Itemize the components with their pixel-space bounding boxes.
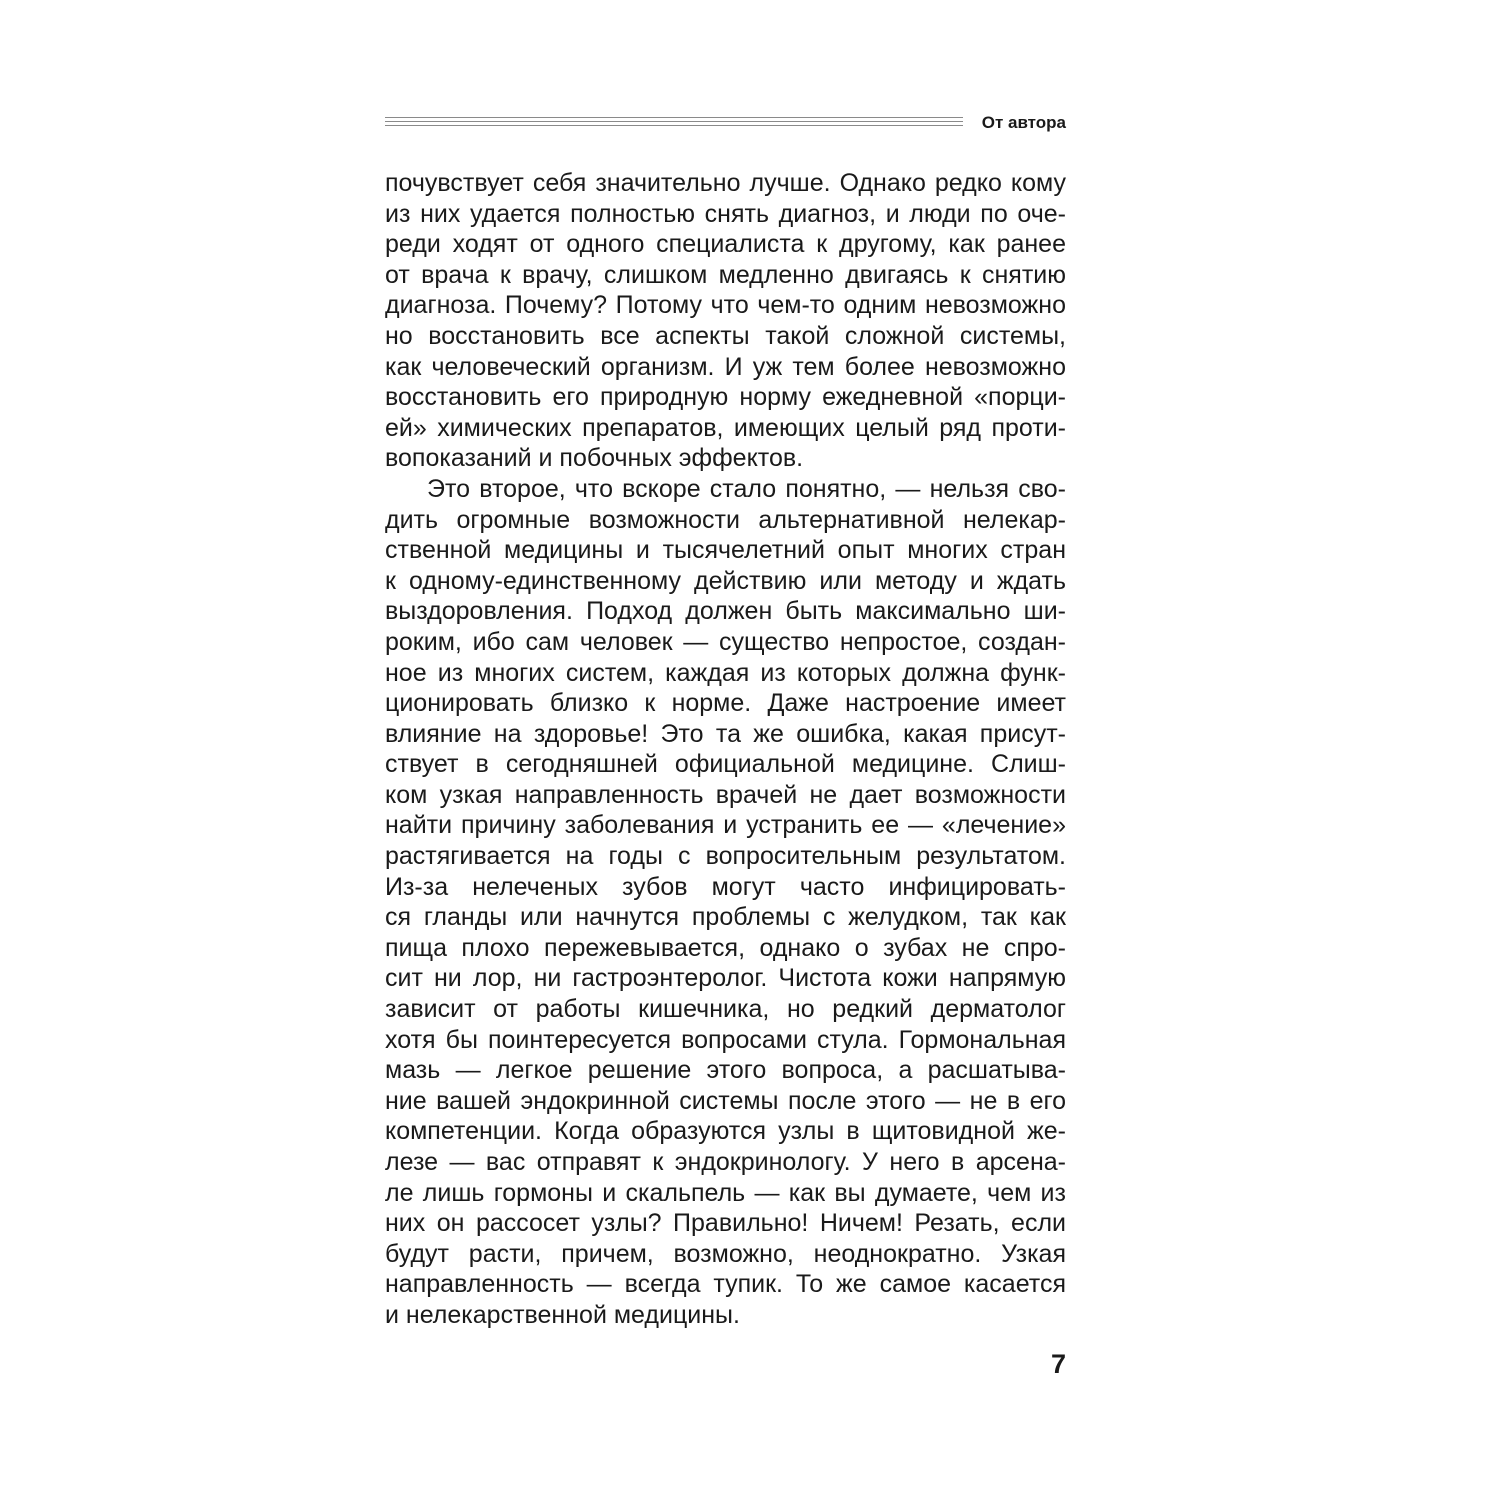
- text-line: дить огромные возможности альтернативной нелекар-: [385, 505, 1066, 534]
- text-line: них он рассосет узлы? Правильно! Ничем! Резать, если: [385, 1209, 1066, 1238]
- paragraph-2: [385, 474, 1066, 1331]
- text-line: ственной медицины и тысячелетний опыт многих стран: [385, 536, 1066, 565]
- text-line: от врача к врачу, слишком медленно двигаясь к снятию: [385, 260, 1066, 289]
- text-line: Это второе, что вскоре стало понятно, — нельзя сво-: [427, 474, 1066, 503]
- text-line: к одному-единственному действию или методу и ждать: [385, 566, 1066, 595]
- text-line: роким, ибо сам человек — существо непростое, создан-: [385, 627, 1066, 656]
- text-line: пища плохо пережевывается, однако о зубах не спро-: [385, 933, 1066, 962]
- body-text: [385, 168, 1066, 1331]
- text-line: будут расти, причем, возможно, неоднократно. Узкая: [385, 1239, 1066, 1268]
- text-line: хотя бы поинтересуется вопросами стула. Гормональная: [385, 1025, 1066, 1054]
- text-line: но восстановить все аспекты такой сложной системы,: [385, 321, 1066, 350]
- text-line: ствует в сегодняшней официальной медицине. Слиш-: [385, 750, 1066, 779]
- page-number: 7: [1050, 1349, 1066, 1379]
- text-line: растягивается на годы с вопросительным результатом.: [385, 842, 1066, 871]
- text-line: из них удается полностью снять диагноз, и люди по оче-: [385, 199, 1066, 228]
- text-line: и нелекарственной медицины.: [385, 1300, 740, 1329]
- header-rule-lines: [385, 117, 963, 129]
- text-line: как человеческий организм. И уж тем более невозможно: [385, 352, 1066, 381]
- text-line: ционировать близко к норме. Даже настроение имеет: [385, 689, 1066, 718]
- running-head: [385, 112, 1066, 140]
- text-line: ние вашей эндокринной системы после этого — не в его: [385, 1086, 1066, 1115]
- text-line: лезе — вас отправят к эндокринологу. У него в арсена-: [385, 1148, 1066, 1176]
- text-line: направленность — всегда тупик. То же самое касается: [385, 1270, 1066, 1299]
- text-line: выздоровления. Подход должен быть максимально ши-: [385, 597, 1066, 626]
- text-line: ком узкая направленность врачей не дает возможности: [385, 780, 1066, 809]
- text-line: диагноза. Почему? Потому что чем-то одним невозможно: [385, 291, 1066, 320]
- text-line: реди ходят от одного специалиста к другому, как ранее: [385, 230, 1066, 259]
- text-line: компетенции. Когда образуются узлы в щитовидной же-: [385, 1117, 1066, 1146]
- text-line: мазь — легкое решение этого вопроса, а расшатыва-: [385, 1056, 1066, 1085]
- text-line: найти причину заболевания и устранить ее — «лечение»: [385, 811, 1066, 840]
- text-line: сит ни лор, ни гастроэнтеролог. Чистота кожи напрямую: [385, 964, 1066, 993]
- text-line: влияние на здоровье! Это та же ошибка, какая присут-: [385, 719, 1066, 748]
- text-line: ей» химических препаратов, имеющих целый ряд проти-: [385, 413, 1066, 442]
- text-line: вопоказаний и побочных эффектов.: [385, 444, 804, 473]
- text-line: восстановить его природную норму ежедневной «порци-: [385, 383, 1066, 412]
- text-line: ное из многих систем, каждая из которых должна функ-: [385, 658, 1066, 687]
- text-line: зависит от работы кишечника, но редкий дерматолог: [385, 995, 1066, 1024]
- paragraph-1: [385, 168, 1066, 474]
- running-head-title: От автора: [981, 113, 1066, 132]
- text-line: ся гланды или начнутся проблемы с желудком, так как: [385, 903, 1066, 932]
- text-line: ле лишь гормоны и скальпель — как вы думаете, чем из: [385, 1178, 1066, 1207]
- text-line: почувствует себя значительно лучше. Однако редко кому: [385, 169, 1066, 197]
- text-line: Из-за нелеченых зубов могут часто инфицировать-: [385, 872, 1066, 901]
